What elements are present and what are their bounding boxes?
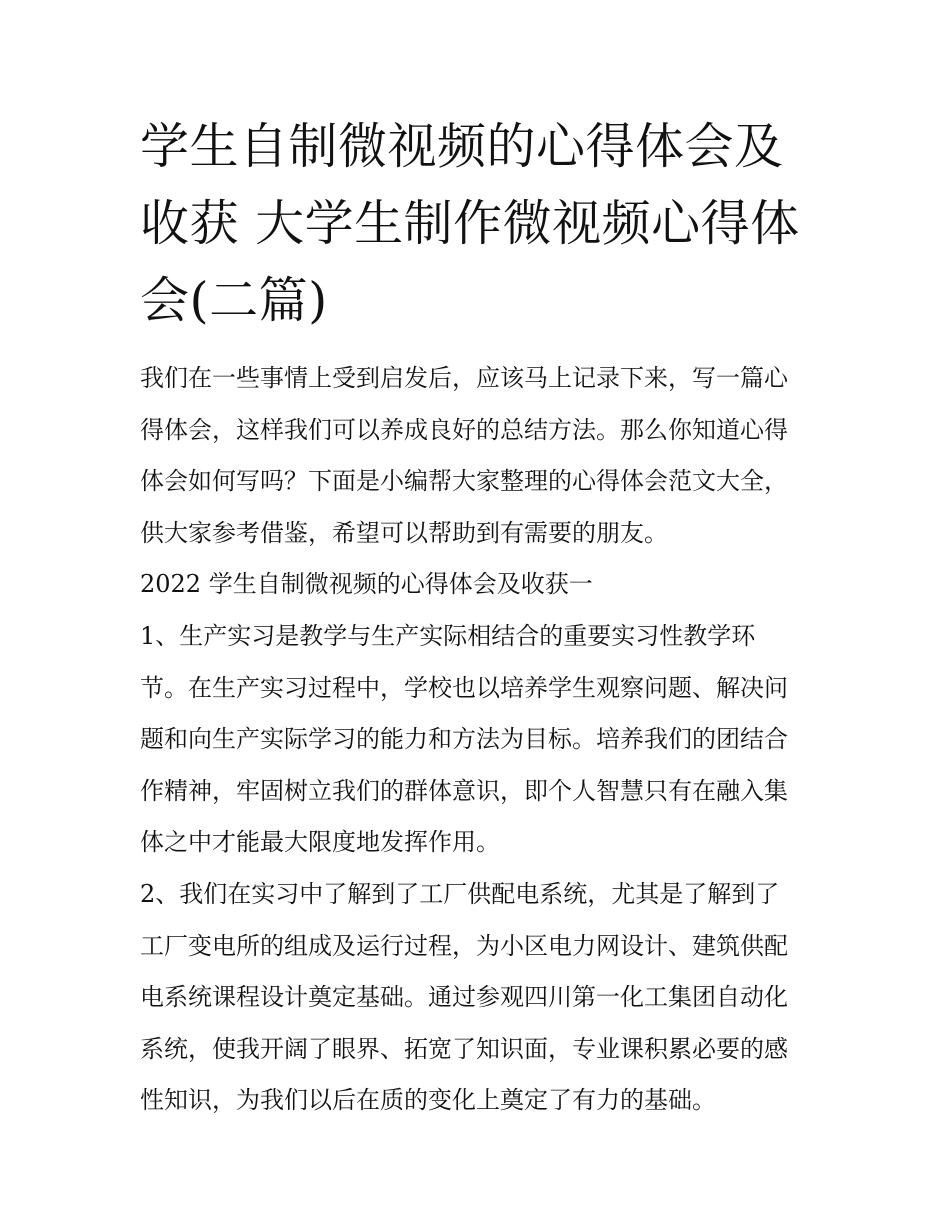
paragraph-line: 体会如何写吗？下面是小编帮大家整理的心得体会范文大全，	[140, 467, 788, 496]
title-line: 学生自制微视频的心得体会及	[140, 118, 784, 175]
intro-paragraph	[140, 353, 815, 559]
item-2-paragraph	[140, 869, 815, 1127]
paragraph-line: 体之中才能最大限度地发挥作用。	[140, 828, 500, 857]
paragraph-line: 供大家参考借鉴，希望可以帮助到有需要的朋友。	[140, 518, 668, 547]
paragraph-line: 工厂变电所的组成及运行过程，为小区电力网设计、建筑供配	[140, 931, 788, 960]
paragraph-line: 节。在生产实习过程中，学校也以培养学生观察问题、解决问	[140, 673, 788, 702]
title-line: 会(二篇)	[140, 272, 328, 329]
document-page	[140, 108, 815, 1127]
document-title	[140, 108, 815, 339]
section-heading	[140, 559, 815, 611]
paragraph-line: 1、生产实习是教学与生产实际相结合的重要实习性教学环	[140, 621, 756, 650]
paragraph-line: 得体会，这样我们可以养成良好的总结方法。那么你知道心得	[140, 415, 788, 444]
item-1-paragraph	[140, 611, 815, 869]
paragraph-line: 题和向生产实际学习的能力和方法为目标。培养我们的团结合	[140, 725, 788, 754]
paragraph-line: 性知识，为我们以后在质的变化上奠定了有力的基础。	[140, 1086, 716, 1115]
section-heading-text: 2022 学生自制微视频的心得体会及收获一	[140, 570, 593, 599]
paragraph-line: 电系统课程设计奠定基础。通过参观四川第一化工集团自动化	[140, 983, 788, 1012]
paragraph-line: 系统，使我开阔了眼界、拓宽了知识面，专业课积累必要的感	[140, 1034, 788, 1063]
paragraph-line: 作精神，牢固树立我们的群体意识，即个人智慧只有在融入集	[140, 776, 788, 805]
paragraph-line: 我们在一些事情上受到启发后，应该马上记录下来，写一篇心	[140, 364, 788, 392]
paragraph-line: 2、我们在实习中了解到了工厂供配电系统，尤其是了解到了	[140, 879, 780, 908]
title-line: 收获 大学生制作微视频心得体	[140, 195, 800, 252]
